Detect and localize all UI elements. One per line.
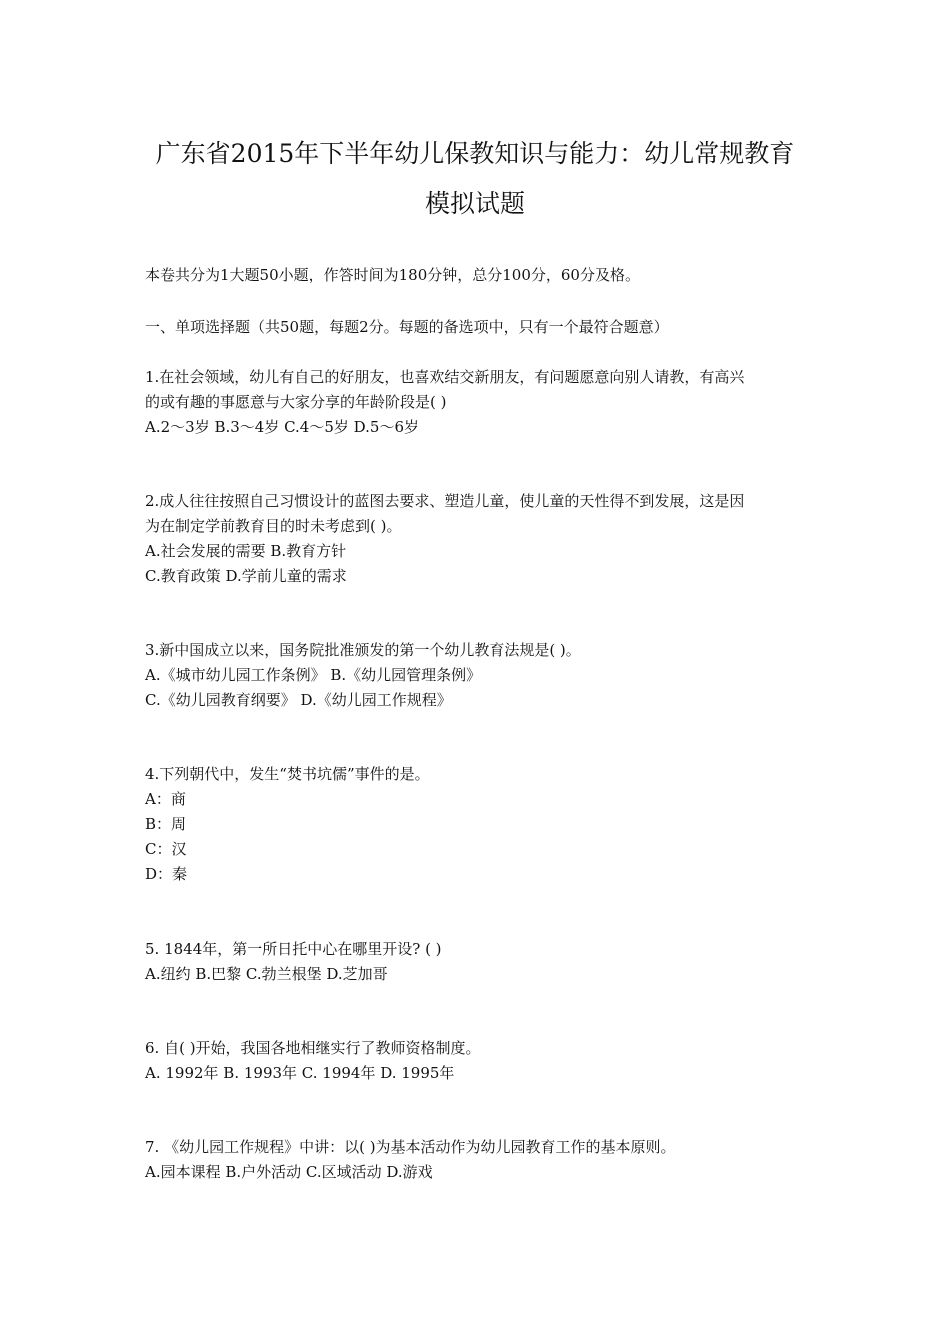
question-4-option-c: C：汉 <box>145 840 187 858</box>
question-3-options-line-2: C.《幼儿园教育纲要》 D.《幼儿园工作规程》 <box>145 691 452 709</box>
question-1-stem-line-2: 的或有趣的事愿意与大家分享的年龄阶段是( ) <box>145 393 447 411</box>
question-7-stem: 7. 《幼儿园工作规程》中讲：以( )为基本活动作为幼儿园教育工作的基本原则。 <box>145 1138 676 1156</box>
question-4-stem: 4.下列朝代中，发生“焚书坑儒”事件的是。 <box>145 765 430 783</box>
question-2-options-line-2: C.教育政策 D.学前儿童的需求 <box>145 567 347 585</box>
question-6-stem: 6. 自( )开始，我国各地相继实行了教师资格制度。 <box>145 1039 481 1057</box>
question-2-stem-line-1: 2.成人往往按照自己习惯设计的蓝图去要求、塑造儿童，使儿童的天性得不到发展，这是因 <box>145 492 745 510</box>
document-title-line-1: 广东省2015年下半年幼儿保教知识与能力：幼儿常规教育 <box>155 139 795 168</box>
question-4-option-a: A：商 <box>145 790 186 808</box>
document-title-line-2: 模拟试题 <box>424 189 525 218</box>
section-heading: 一、单项选择题（共50题，每题2分。每题的备选项中，只有一个最符合题意） <box>145 318 669 336</box>
question-5-options: A.纽约 B.巴黎 C.勃兰根堡 D.芝加哥 <box>145 965 388 983</box>
question-3-options-line-1: A.《城市幼儿园工作条例》 B.《幼儿园管理条例》 <box>145 666 482 684</box>
question-3-stem: 3.新中国成立以来，国务院批准颁发的第一个幼儿教育法规是( )。 <box>145 641 581 659</box>
exam-intro: 本卷共分为1大题50小题，作答时间为180分钟，总分100分，60分及格。 <box>145 266 640 284</box>
question-6-options: A. 1992年 B. 1993年 C. 1994年 D. 1995年 <box>145 1064 455 1082</box>
question-4-option-b: B：周 <box>145 815 187 833</box>
question-1-options: A.2～3岁 B.3～4岁 C.4～5岁 D.5～6岁 <box>145 418 420 436</box>
question-2-options-line-1: A.社会发展的需要 B.教育方针 <box>145 542 347 560</box>
question-1-stem-line-1: 1.在社会领域，幼儿有自己的好朋友，也喜欢结交新朋友，有问题愿意向别人请教，有高兴 <box>145 368 745 386</box>
question-7-options: A.园本课程 B.户外活动 C.区域活动 D.游戏 <box>145 1163 433 1181</box>
question-4-option-d: D：秦 <box>145 865 188 883</box>
question-5-stem: 5. 1844年，第一所日托中心在哪里开设? ( ) <box>145 940 442 958</box>
question-2-stem-line-2: 为在制定学前教育目的时未考虑到( )。 <box>145 517 402 535</box>
